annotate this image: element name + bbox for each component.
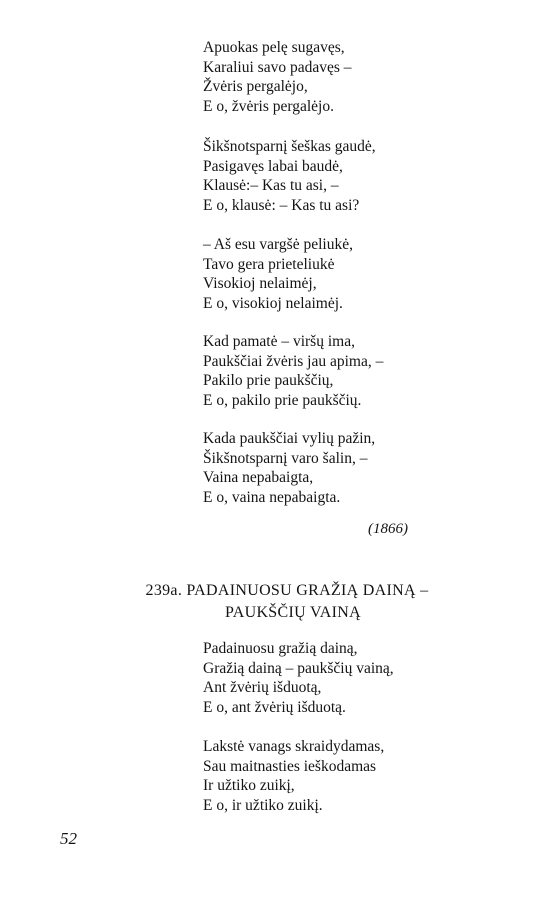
heading-line-1: 239a. PADAINUOSU GRAŽIĄ DAINĄ –: [145, 582, 429, 599]
verse-line: Lakstė vanags skraidydamas,: [203, 738, 385, 755]
stanza-5: [203, 429, 375, 507]
verse-line: Pasigavęs labai baudė,: [203, 157, 343, 175]
verse-line: Ant žvėrių išduotą,: [203, 679, 322, 696]
stanza-2: [203, 137, 376, 215]
verse-line: Šikšnotsparnį varo šalin, –: [203, 449, 368, 467]
verse-line: Pakilo prie paukščių,: [203, 372, 334, 389]
verse-line: Paukščiai žvėris jau apima, –: [203, 352, 384, 370]
verse-line: Padainuosu gražią dainą,: [203, 640, 358, 657]
verse-line: Sau maitnasties ieškodamas: [203, 757, 377, 775]
verse-line: Tavo gera prieteliukė: [203, 255, 335, 273]
verse-line: E o, pakilo prie paukščių.: [203, 391, 362, 409]
verse-line: E o, vaina nepabaigta.: [203, 488, 341, 506]
page-number: 52: [60, 829, 77, 848]
poem-year: (1866): [368, 521, 408, 537]
verse-line: Vaina nepabaigta,: [203, 469, 314, 486]
verse-line: E o, visokioj nelaimėj.: [203, 294, 343, 312]
verse-line: Karaliui savo padavęs –: [203, 58, 352, 76]
heading-line-2: PAUKŠČIŲ VAINĄ: [225, 604, 361, 621]
stanza-7: [203, 737, 384, 815]
verse-line: Klausė:– Kas tu asi, –: [203, 177, 339, 194]
verse-line: Šikšnotsparnį šeškas gaudė,: [203, 138, 376, 155]
poem-heading: [0, 580, 560, 624]
stanza-1: [203, 38, 352, 116]
verse-line: Ir užtiko zuikį,: [203, 777, 295, 794]
verse-line: E o, žvėris pergalėjo.: [203, 97, 334, 115]
stanza-6: [203, 639, 394, 717]
verse-line: – Aš esu vargšė peliukė,: [203, 236, 353, 253]
verse-line: Kada paukščiai vylių pažin,: [203, 430, 376, 447]
verse-line: Apuokas pelę sugavęs,: [203, 39, 345, 56]
stanza-4: [203, 332, 383, 410]
verse-line: Kad pamatė – viršų ima,: [203, 333, 355, 350]
stanza-3: [203, 235, 353, 313]
verse-line: Visokioj nelaimėj,: [203, 275, 317, 292]
verse-line: Gražią dainą – paukščių vainą,: [203, 659, 394, 677]
verse-line: E o, ant žvėrių išduotą.: [203, 698, 346, 716]
verse-line: Žvėris pergalėjo,: [203, 78, 308, 95]
verse-line: E o, klausė: – Kas tu asi?: [203, 196, 360, 214]
verse-line: E o, ir užtiko zuikį.: [203, 796, 323, 814]
